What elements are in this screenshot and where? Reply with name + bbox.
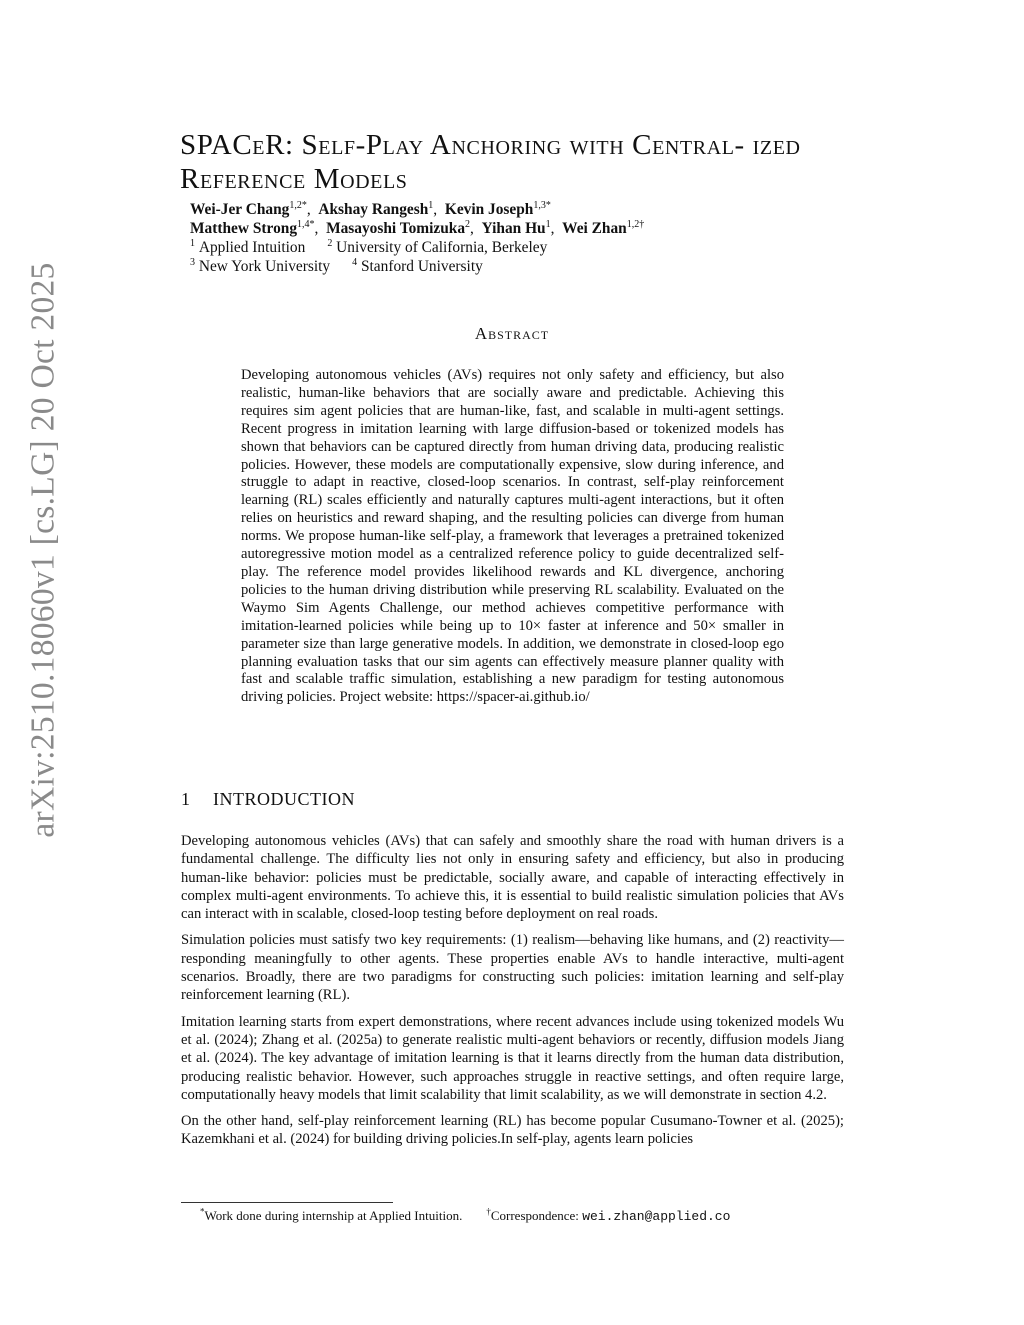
author-mark: *: [301, 199, 307, 211]
affil-num: 3: [190, 256, 195, 268]
author-affil-sup: 1,2†: [626, 218, 645, 230]
paragraph: Developing autonomous vehicles (AVs) that can safely and smoothly share the road with human drivers is a fundamental challenge. The difficulty lies not only in ensuring safety and efficiency, but also in producing human-like behavior: policies must be predictable, socially aware, and capable of interacting effectively in complex multi-agent environments. To achieve this, it is essential to build realistic simulation policies that AVs can interact with in scalable, closed-loop testing before deployment on real roads.: [181, 833, 844, 923]
author-affil-sup: 1,2: [289, 199, 302, 211]
author-name: Kevin Joseph: [444, 201, 534, 218]
abstract-text: Developing autonomous vehicles (AVs) requires not only safety and efficiency, but also realistic, human-like behaviors that are socially aware and predictable. Achieving this requires sim agent policies that are human-like, fast, and scalable in multi-agent settings. Recent progress in imitation learning with large diffusion-based or tokenized models has shown that behaviors can be captured directly from human driving data, producing realistic policies. However, these models are computationally expensive, slow during inference, and struggle to adapt in reactive, closed-loop scenarios. In contrast, self-play reinforcement learning (RL) scales efficiently and naturally captures multi-agent interactions, but it often relies on heuristics and reward shaping, and the resulting policies can diverge from human norms. We propose human-like self-play, a framework that leverages a pretrained tokenized autoregressive motion model as a centralized reference policy to guide decentralized self-play. The reference model provides likelihood rewards and KL divergence, anchoring policies to the human driving distribution while preserving RL scalability. Evaluated on the Waymo Sim Agents Challenge, our method achieves competitive performance with imitation-learned policies while being up to 10× faster at inference and 50× smaller in parameter size than large generative models. In addition, we demonstrate in closed-loop ego planning evaluation tasks that our sim agents can effectively measure planner quality with fast and scalable traffic simulation, establishing a new paradigm for testing autonomous driving policies. Project website: https://spacer-ai.github.io/: [241, 367, 784, 706]
affiliation-line-2: [190, 257, 830, 276]
paper-title: SPACeR: Self-Play Anchoring with Central- ized Reference Models: [180, 129, 801, 195]
author-name: Wei Zhan: [562, 220, 627, 237]
correspondence-email[interactable]: wei.zhan@applied.co: [582, 1209, 731, 1224]
section-number: 1: [181, 789, 191, 809]
abstract-heading: Abstract: [474, 324, 550, 343]
author-line-2: Matthew Strong$^{1,4*}$, Masayoshi Tomizuka$^2$, Yihan Hu$^1$, Wei Zhan$^{1,2\dagger}$: [190, 218, 645, 237]
footnote-work: Work done during internship at Applied Intuition.: [204, 1208, 463, 1223]
affil-name: University of California, Berkeley: [336, 239, 548, 256]
affil-num: 2: [327, 237, 333, 249]
author-block: [190, 200, 830, 276]
author-affil-sup: 1: [428, 199, 434, 211]
affil-name: Stanford University: [360, 258, 483, 275]
author-mark: *: [309, 218, 315, 230]
author-name: Wei-Jer Chang: [190, 201, 290, 218]
author-affil-sup: 1,4: [297, 218, 310, 230]
author-line-1: Wei-Jer Chang$^{1,2*}$, Akshay Rangesh$^1$, Kevin Joseph$^{1,3*}$: [190, 199, 551, 218]
affil-name: Applied Intuition: [198, 239, 306, 256]
footnote-mark: †: [486, 1206, 491, 1217]
affil-name: New York University: [198, 258, 331, 275]
author-affil-sup: 1,3: [533, 199, 546, 211]
author-mark: *: [545, 199, 551, 211]
author-name: Akshay Rangesh: [318, 201, 429, 218]
introduction-body: [181, 832, 844, 1157]
footnote-mark: *: [200, 1206, 205, 1217]
affil-num: 1: [190, 237, 195, 249]
author-affil-sup: 1: [545, 218, 551, 230]
author-affil-sup: 2: [465, 218, 471, 230]
affiliation-line-1: [190, 238, 830, 257]
paragraph: Imitation learning starts from expert demonstrations, where recent advances include using tokenized models Wu et al. (2024); Zhang et al. (2025a) to generate realistic multi-agent behaviors or recently, diffusion models Jiang et al. (2024). The key advantage of imitation learning is that it learns directly from the human data distribution, producing realistic behavior. However, such approaches struggle in reactive settings, and often require large, computationally heavy models that limit scalability that limit scalability, as we will demonstrate in section 4.2.: [181, 1013, 844, 1103]
footnotes: [200, 1208, 860, 1225]
author-name: Masayoshi Tomizuka: [326, 220, 466, 237]
footnote-divider: [181, 1202, 393, 1203]
section-heading: [181, 789, 355, 810]
section-title-text: INTRODUCTION: [213, 789, 355, 809]
author-name: Matthew Strong: [190, 220, 298, 237]
paragraph: Simulation policies must satisfy two key requirements: (1) realism—behaving like humans, and (2) reactivity—responding meaningfully to other agents. These properties enable AVs to handle interactive, multi-agent scenarios. Broadly, there are two paradigms for constructing such policies: imitation learning and self-play reinforcement learning (RL).: [181, 932, 844, 1004]
author-name: Yihan Hu: [481, 220, 546, 237]
affil-num: 4: [352, 256, 358, 268]
arxiv-side-stamp: [14, 120, 74, 980]
footnote-correspondence-label: Correspondence:: [490, 1208, 583, 1223]
paragraph: On the other hand, self-play reinforcement learning (RL) has become popular Cusumano-Towner et al. (2025); Kazemkhani et al. (2024) for building driving policies.In self-play, agents learn policies: [181, 1113, 844, 1148]
arxiv-identifier: arXiv:2510.18060v1 [cs.LG] 20 Oct 2025: [25, 262, 63, 838]
